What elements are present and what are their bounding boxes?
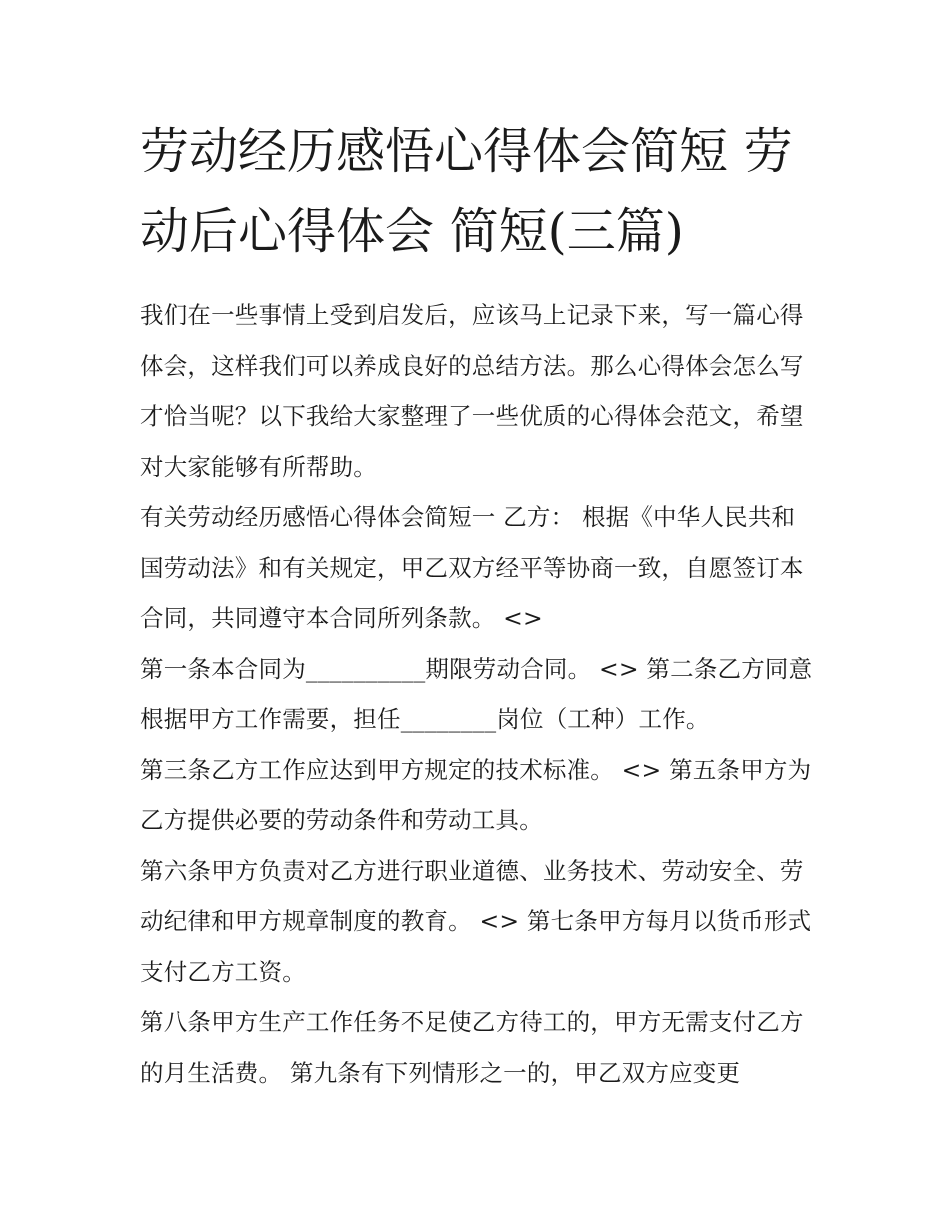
document-page (140, 112, 815, 1098)
paragraph-article-6-7: 第六条甲方负责对乙方进行职业道德、业务技术、劳动安全、劳动纪律和甲方规章制度的教育。 <> 第七条甲方每月以货币形式支付乙方工资。 (140, 856, 812, 986)
paragraph-contract-preamble: 有关劳动经历感悟心得体会简短一 乙方： 根据《中华人民共和国劳动法》和有关规定，甲乙双方经平等协商一致，自愿签订本合同，共同遵守本合同所列条款。 <> (140, 503, 804, 632)
document-title: 劳动经历感悟心得体会简短 劳动后心得体会 简短(三篇) (140, 123, 793, 260)
paragraph-article-3-5: 第三条乙方工作应达到甲方规定的技术标准。 <> 第五条甲方为乙方提供必要的劳动条件和劳动工具。 (140, 755, 812, 834)
paragraph-intro: 我们在一些事情上受到启发后，应该马上记录下来，写一篇心得体会，这样我们可以养成良好的总结方法。那么心得体会怎么写才恰当呢？以下我给大家整理了一些优质的心得体会范文，希望对大家能够有所帮助。 (140, 301, 804, 481)
paragraph-article-8-9: 第八条甲方生产工作任务不足使乙方待工的，甲方无需支付乙方的月生活费。 第九条有下列情形之一的，甲乙双方应变更 (140, 1008, 804, 1087)
paragraph-article-1-2: 第一条本合同为__________期限劳动合同。 <> 第二条乙方同意根据甲方工作需要，担任________岗位（工种）工作。 (140, 654, 813, 733)
